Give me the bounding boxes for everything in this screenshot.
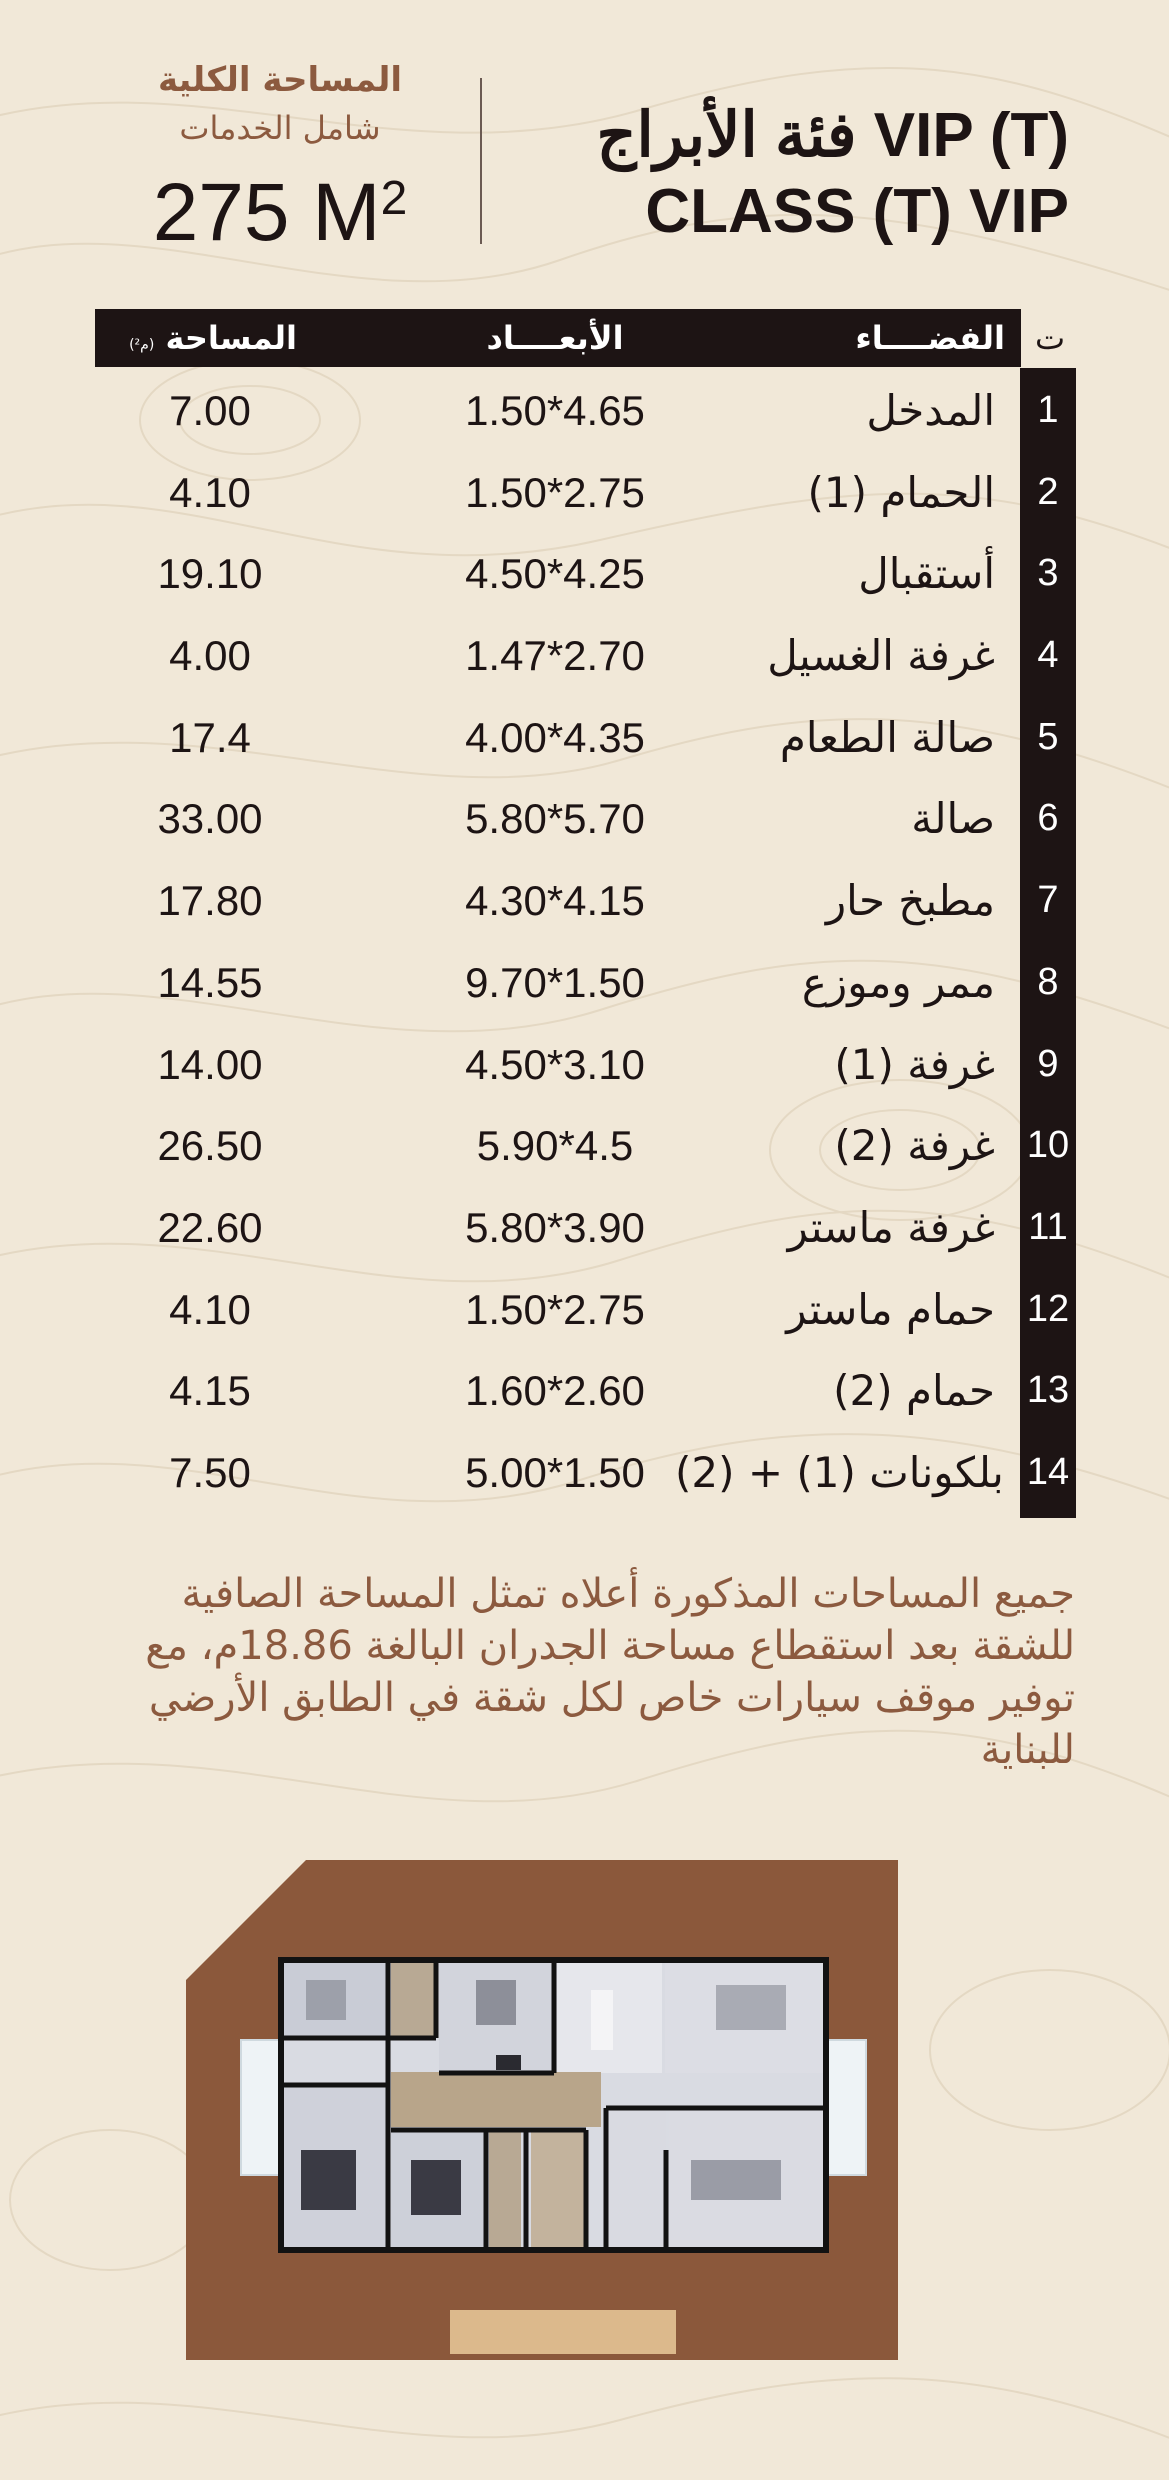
table-row xyxy=(95,615,1169,697)
cell-area: 19.10 xyxy=(157,550,263,598)
cell-number: 4 xyxy=(1037,634,1059,677)
cell-number: 8 xyxy=(1037,960,1059,1003)
table-row xyxy=(95,452,1169,534)
table-row xyxy=(95,942,1169,1024)
cell-space: غرفة ماستر xyxy=(787,1202,995,1252)
cell-dimensions: 5.90*4.5 xyxy=(476,1122,634,1170)
cell-dimensions: 5.80*3.90 xyxy=(465,1203,645,1251)
total-area-value xyxy=(120,151,440,261)
area-note: جميع المساحات المذكورة أعلاه تمثل المساحة الصافية للشقة بعد استقطاع مساحة الجدران البالغة 18.86م، مع توفير موقف سيارات خاص لكل شقة في الطابق الأرضي للبناية xyxy=(145,1571,1075,1773)
cell-area: 17.80 xyxy=(157,877,263,925)
cell-number: 13 xyxy=(1026,1369,1070,1412)
cell-dimensions: 5.00*1.50 xyxy=(465,1448,645,1496)
cell-number: 1 xyxy=(1037,389,1059,431)
cell-dimensions: 1.50*2.75 xyxy=(465,1285,645,1333)
table-row xyxy=(95,1187,1169,1269)
cell-space: حمام ماستر xyxy=(786,1284,995,1334)
total-area-number: 275 M xyxy=(152,167,381,258)
table-header xyxy=(95,309,1075,367)
title-arabic: فئة الأبراج VIP (T) xyxy=(596,101,1069,170)
cell-area: 22.60 xyxy=(157,1203,263,1251)
floor-plan-image xyxy=(186,1860,898,2360)
cell-area: 26.50 xyxy=(157,1122,263,1170)
cell-area: 7.00 xyxy=(169,387,251,434)
cell-space: غرفة الغسيل xyxy=(767,631,995,681)
table-row xyxy=(95,1350,1169,1432)
table-row xyxy=(95,533,1169,615)
cell-dimensions: 4.50*4.25 xyxy=(465,550,645,598)
cell-area: 4.00 xyxy=(169,632,251,680)
cell-space: مطبخ حار xyxy=(825,876,995,926)
cell-space: الحمام (1) xyxy=(807,467,995,517)
total-area-unit-sup: 2 xyxy=(380,172,408,225)
table-row xyxy=(95,778,1169,860)
cell-space: المدخل xyxy=(866,386,995,435)
cell-number: 11 xyxy=(1028,1205,1068,1248)
table-row xyxy=(95,1024,1169,1106)
plan-base-plate xyxy=(450,2310,676,2354)
cell-number: 6 xyxy=(1037,797,1059,840)
cell-number: 10 xyxy=(1026,1124,1070,1167)
header-area-label: المساحة xyxy=(165,319,297,357)
total-area-label: المساحة الكلية xyxy=(157,60,403,100)
cell-dimensions: 1.47*2.70 xyxy=(465,632,645,680)
cell-area: 4.15 xyxy=(169,1367,251,1415)
title-english: CLASS (T) VIP xyxy=(645,177,1069,246)
cell-dimensions: 1.50*4.65 xyxy=(465,387,645,434)
cell-area: 4.10 xyxy=(169,468,251,516)
header-area xyxy=(95,309,325,367)
table-row xyxy=(95,697,1169,779)
cell-area: 7.50 xyxy=(169,1448,251,1496)
cell-number: 12 xyxy=(1026,1287,1070,1330)
cell-number: 3 xyxy=(1037,552,1059,595)
table-row xyxy=(95,370,1169,452)
header-divider xyxy=(480,78,482,244)
cell-dimensions: 1.50*2.75 xyxy=(465,468,645,516)
cell-space: ممر وموزع xyxy=(801,957,995,1007)
cell-number: 14 xyxy=(1026,1450,1070,1493)
cell-area: 4.10 xyxy=(169,1285,251,1333)
cell-space: صالة الطعام xyxy=(779,712,995,762)
table-row xyxy=(95,1432,1169,1514)
total-area-subtitle: شامل الخدمات xyxy=(179,109,381,147)
cell-area: 14.00 xyxy=(157,1040,263,1088)
cell-dimensions: 4.30*4.15 xyxy=(465,877,645,925)
cell-dimensions: 1.60*2.60 xyxy=(465,1367,645,1415)
title-block xyxy=(596,98,1069,250)
spaces-table xyxy=(95,370,1169,1514)
cell-area: 33.00 xyxy=(157,795,263,843)
table-row xyxy=(95,1269,1169,1351)
cell-dimensions: 5.80*5.70 xyxy=(465,795,645,843)
cell-dimensions: 9.70*1.50 xyxy=(465,958,645,1006)
cell-number: 2 xyxy=(1037,470,1059,513)
cell-space: غرفة (2) xyxy=(834,1121,995,1171)
header-area-unit: (م²) xyxy=(129,337,155,353)
header-dimensions: الأبعــــاد xyxy=(486,319,624,357)
cell-number: 9 xyxy=(1037,1042,1059,1085)
total-area-block xyxy=(120,55,440,261)
header-space: الفضــــاء xyxy=(855,319,1005,357)
cell-area: 14.55 xyxy=(157,958,263,1006)
cell-number: 7 xyxy=(1037,879,1059,922)
cell-dimensions: 4.50*3.10 xyxy=(465,1040,645,1088)
cell-space: غرفة (1) xyxy=(834,1039,995,1089)
table-row xyxy=(95,1105,1169,1187)
cell-area: 17.4 xyxy=(169,713,251,761)
cell-space: بلكونات (1) + (2) xyxy=(675,1447,1004,1497)
cell-number: 5 xyxy=(1037,715,1059,758)
cell-space: حمام (2) xyxy=(833,1366,995,1416)
header-number: ت xyxy=(1034,319,1066,357)
cell-space: أستقبال xyxy=(858,549,995,599)
cell-dimensions: 4.00*4.35 xyxy=(465,713,645,761)
table-row xyxy=(95,860,1169,942)
cell-space: صالة xyxy=(911,794,995,844)
